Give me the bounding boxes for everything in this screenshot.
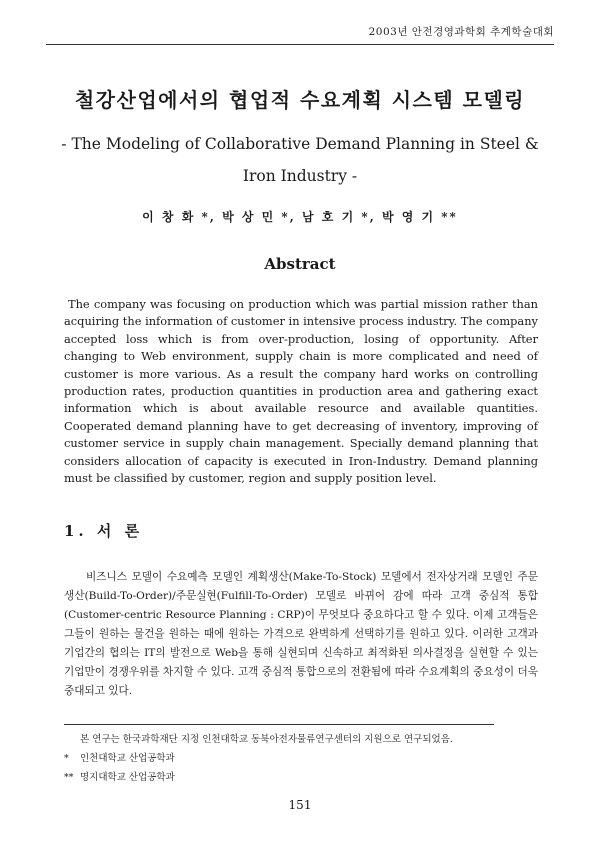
abstract-heading: Abstract [264,255,336,273]
body-paragraph: 비즈니스 모델이 수요예측 모델인 계획생산(Make-To-Stock) 모델에서 전자상거래 모델인 주문생산(Build-To-Order)/주문실현(Fulfill-To-Order) 모델로 바뀌어 감에 따라 고객 중심적 통합(Customer-centric Resource Planning : CRP)이 무엇보다 중요하다고 할 수 있다. 이제 고객들은 그들이 원하는 물건을 원하는 때에 원하는 가격으로 완벽하게 선택하기를 원하고 있다. 이러한 고객과 기업간의 협의는 IT의 발전으로 Web을 통해 실현되며 신속하고 최적화된 의사결정을 실현할 수 있는 기업만이 경쟁우위를 차지할 수 있다. 고객 중심적 통합으로의 전환됨에 따라 수요계획의 중요성이 더욱 중대되고 있다. [64,571,538,697]
running-head: 2003년 안전경영과학회 추계학술대회 [368,26,554,38]
section-heading-introduction: 1. 서 론 [64,522,144,540]
section-body-introduction [64,568,538,701]
footnote-affiliation-1 [64,749,538,768]
header-rule [46,44,554,45]
author-list: 이 창 화 *, 박 상 민 *, 남 호 기 *, 박 영 기 ** [142,210,458,224]
abstract-body [64,296,538,487]
title-korean: 철강산업에서의 협업적 수요계획 시스템 모델링 [74,88,526,112]
footnotes [64,730,538,787]
footnote-text: 명지대학교 산업공학과 [80,772,175,783]
footnote-mark: ** [64,772,74,783]
page-number: 151 [288,798,312,812]
abstract-paragraph: The company was focusing on production which was partial mission rather than acquiring the information of customer in intensive process industry. The company accepted loss which is from over-production, losing of opportunity. After changing to Web environment, supply chain is more complicated and need of customer is more various. As a result the company hard works on controlling production rates, production quantities in production area and gathering exact information which is about available resource and available quantities. Cooperated demand planning have to get decreasing of inventory, improving of customer service in supply chain management. Specially demand planning that considers allocation of capacity is executed in Iron-Industry. Demand planning must be classified by customer, region and supply position level. [64,297,538,486]
footnote-funding [64,730,538,749]
footnote-mark: * [64,753,69,764]
footnote-text: 인천대학교 산업공학과 [80,753,175,764]
footnote-text: 본 연구는 한국과학재단 지정 인천대학교 동북아전자물류연구센터의 지원으로 연구되었음. [80,734,453,745]
title-english: - The Modeling of Collaborative Demand Planning in Steel & Iron Industry - [61,135,539,185]
footnote-affiliation-2 [64,768,538,787]
footnote-rule [64,724,494,725]
